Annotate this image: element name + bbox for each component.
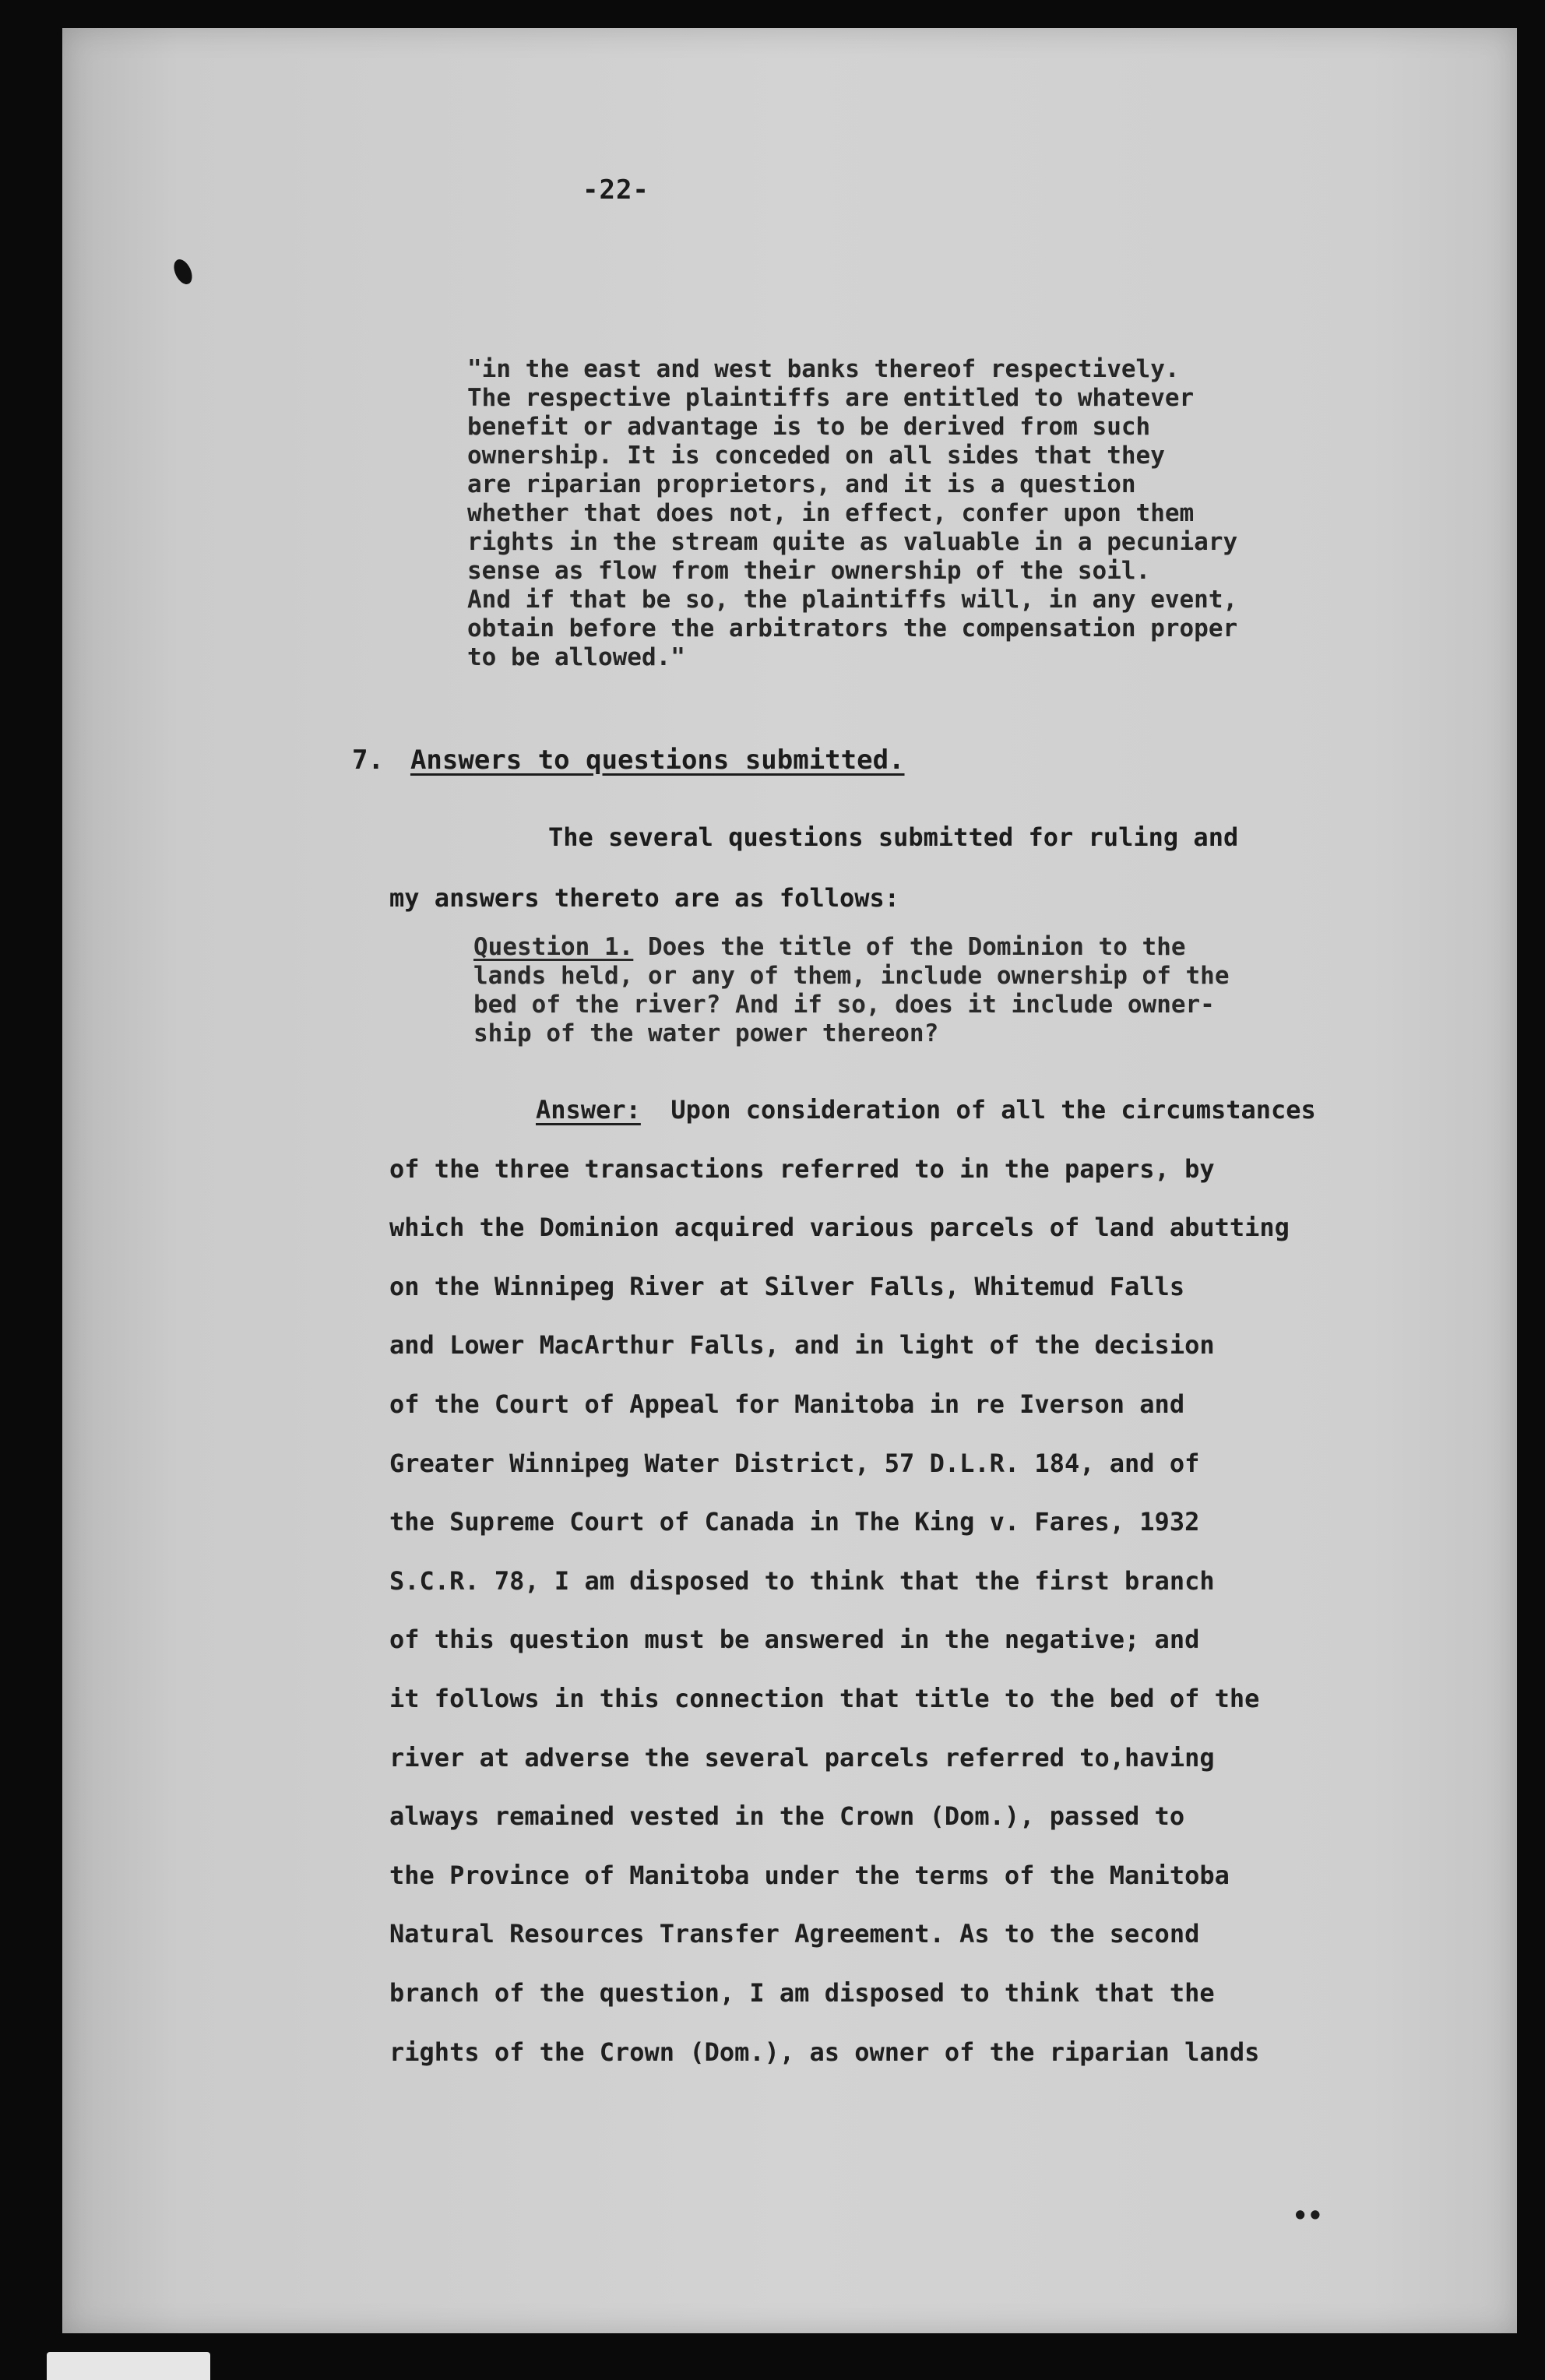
intro-line-2: my answers thereto are as follows: bbox=[389, 883, 900, 913]
answer-line: rights of the Crown (Dom.), as owner of the riparian lands bbox=[389, 2037, 1260, 2067]
question-line: ship of the water power thereon? bbox=[473, 1019, 939, 1047]
answer-line: on the Winnipeg River at Silver Falls, Whitemud Falls bbox=[389, 1271, 1185, 1301]
answer-line: and Lower MacArthur Falls, and in light of the decision bbox=[389, 1330, 1215, 1361]
quote-line: to be allowed." bbox=[467, 643, 685, 671]
document-page bbox=[62, 28, 1517, 2333]
answer-block bbox=[389, 1081, 1316, 2082]
answer-label: Answer: bbox=[536, 1095, 641, 1125]
answer-line: S.C.R. 78, I am disposed to think that the first branch bbox=[389, 1565, 1215, 1596]
quoted-passage bbox=[467, 355, 1237, 672]
section-heading bbox=[352, 745, 905, 776]
quote-line: are riparian proprietors, and it is a question bbox=[467, 470, 1136, 498]
answer-line: branch of the question, I am disposed to think that the bbox=[389, 1977, 1215, 2008]
answer-line: of the three transactions referred to in the papers, by bbox=[389, 1153, 1215, 1184]
quote-line: rights in the stream quite as valuable in a pecuniary bbox=[467, 528, 1238, 556]
answer-first-line bbox=[389, 1081, 1316, 1140]
answer-line: Natural Resources Transfer Agreement. As to the second bbox=[389, 1919, 1200, 1949]
continuation-mark: •• bbox=[1293, 2201, 1323, 2230]
answer-line: Greater Winnipeg Water District, 57 D.L.R. 184, and of bbox=[389, 1448, 1200, 1478]
answer-line: always remained vested in the Crown (Dom.), passed to bbox=[389, 1801, 1185, 1832]
answer-line: of this question must be answered in the negative; and bbox=[389, 1625, 1200, 1655]
quote-line: ownership. It is conceded on all sides that they bbox=[467, 442, 1165, 470]
answer-text: Upon consideration of all the circumstances bbox=[640, 1095, 1316, 1125]
quote-line: And if that be so, the plaintiffs will, in any event, bbox=[467, 586, 1238, 614]
quote-line: obtain before the arbitrators the compensation proper bbox=[467, 614, 1238, 643]
question-text: Does the title of the Dominion to the bbox=[633, 933, 1186, 961]
quote-line: "in the east and west banks thereof respectively. bbox=[467, 355, 1180, 383]
film-label-tab bbox=[47, 2352, 210, 2380]
question-line: lands held, or any of them, include ownership of the bbox=[473, 962, 1230, 990]
quote-line: benefit or advantage is to be derived from such bbox=[467, 413, 1151, 441]
quote-line: sense as flow from their ownership of the soil. bbox=[467, 557, 1151, 585]
question-first-line bbox=[473, 933, 1230, 962]
quote-line: The respective plaintiffs are entitled to whatever bbox=[467, 384, 1195, 412]
section-title: Answers to questions submitted. bbox=[410, 745, 905, 776]
answer-line: the Province of Manitoba under the terms of the Manitoba bbox=[389, 1860, 1230, 1890]
intro-line-1: The several questions submitted for ruling and bbox=[548, 822, 1239, 852]
answer-line: which the Dominion acquired various parcels of land abutting bbox=[389, 1213, 1290, 1243]
answer-line: it follows in this connection that title to the bed of the bbox=[389, 1683, 1260, 1713]
answer-line: the Supreme Court of Canada in The King v. Fares, 1932 bbox=[389, 1507, 1200, 1537]
answer-line: of the Court of Appeal for Manitoba in re Iverson and bbox=[389, 1389, 1185, 1419]
page-number: -22- bbox=[582, 174, 649, 206]
question-block bbox=[473, 933, 1230, 1048]
ink-smudge bbox=[171, 256, 195, 287]
answer-line: river at adverse the several parcels referred to,having bbox=[389, 1742, 1215, 1773]
question-label: Question 1. bbox=[473, 933, 634, 961]
question-line: bed of the river? And if so, does it include owner- bbox=[473, 991, 1215, 1019]
section-number: 7. bbox=[352, 745, 384, 776]
quote-line: whether that does not, in effect, confer upon them bbox=[467, 499, 1195, 527]
